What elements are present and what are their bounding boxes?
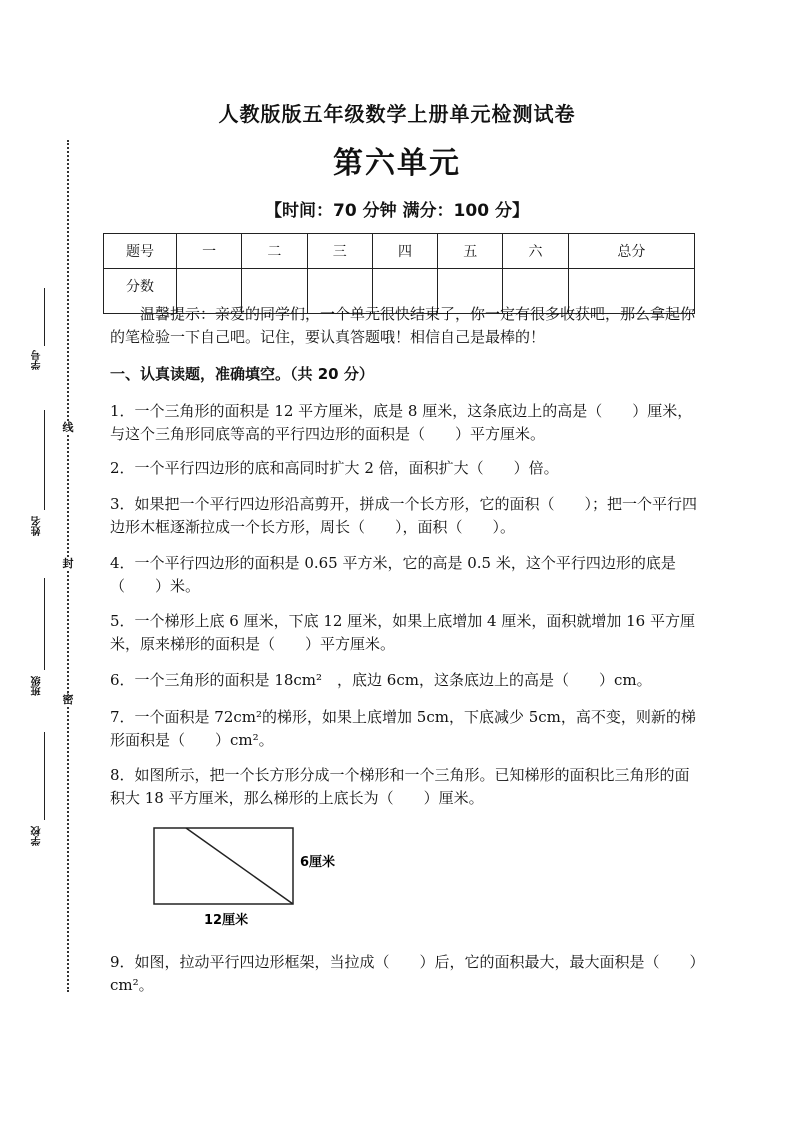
score-row-label: 分数 (104, 269, 177, 314)
score-header-cell: 三 (307, 234, 372, 269)
question-8-figure (152, 826, 352, 928)
score-header-cell: 总分 (568, 234, 694, 269)
binding-word-feng: 封 (62, 557, 74, 570)
score-header-cell: 四 (372, 234, 437, 269)
unit-title: 第六单元 (333, 146, 461, 181)
binding-word-xian: 线 (62, 421, 74, 434)
score-table-header-row (104, 234, 695, 269)
student-number-field[interactable] (30, 288, 46, 368)
figure-rectangle (154, 828, 293, 904)
student-number-label: 学号 (32, 350, 43, 370)
class-field[interactable] (30, 578, 46, 700)
question-1: 1．一个三角形的面积是 12 平方厘米，底是 8 厘米，这条底边上的高是（ ）厘米，与这个三角形同底等高的平行四边形的面积是（ ）平方厘米。 (110, 402, 693, 443)
figure-diagonal-line (186, 828, 293, 904)
series-title: 人教版版五年级数学上册单元检测试卷 (218, 102, 576, 126)
question-9: 9．如图，拉动平行四边形框架，当拉成（ ）后，它的面积最大，最大面积是（ ）cm²。 (110, 953, 698, 994)
question-4: 4．一个平行四边形的面积是 0.65 平方米，它的高是 0.5 米，这个平行四边形的底是（ ）米。 (110, 554, 676, 595)
score-header-cell: 二 (242, 234, 307, 269)
tip-text: 温馨提示：亲爱的同学们，一个单元很快结束了，你一定有很多收获吧，那么拿起你的笔检验一下自己吧。记住，要认真答题哦！相信自己是最棒的！ (110, 305, 696, 346)
figure-height-label: 6厘米 (300, 855, 336, 870)
figure-base-label: 12厘米 (204, 913, 249, 928)
score-table (103, 233, 695, 314)
question-2: 2．一个平行四边形的底和高同时扩大 2 倍，面积扩大（ ）倍。 (110, 459, 559, 477)
question-3: 3．如果把一个平行四边形沿高剪开，拼成一个长方形，它的面积（ ）；把一个平行四边形木框逐渐拉成一个长方形，周长（ ），面积（ ）。 (110, 495, 698, 536)
student-name-label: 姓名 (32, 516, 43, 536)
section-1-title: 一、认真读题，准确填空。（共 20 分） (110, 365, 374, 383)
school-label: 学校 (32, 826, 43, 846)
score-header-cell: 一 (177, 234, 242, 269)
score-header-cell: 五 (438, 234, 503, 269)
score-header-cell: 六 (503, 234, 568, 269)
school-field[interactable] (30, 732, 46, 850)
score-header-cell: 题号 (104, 234, 177, 269)
binding-word-mi: 密 (62, 693, 74, 706)
question-7: 7．一个面积是 72cm²的梯形，如果上底增加 5cm，下底减少 5cm，高不变，则新的梯形面积是（ ）cm²。 (110, 708, 696, 749)
question-8: 8．如图所示，把一个长方形分成一个梯形和一个三角形。已知梯形的面积比三角形的面积大 18 平方厘米，那么梯形的上底长为（ ）厘米。 (110, 766, 690, 807)
class-label: 班级 (32, 676, 43, 696)
time-info: 【时间：70 分钟 满分：100 分】 (265, 201, 529, 221)
question-6: 6．一个三角形的面积是 18cm² ，底边 6cm，这条底边上的高是（ ）cm。 (110, 671, 652, 689)
student-name-field[interactable] (30, 410, 46, 540)
question-5: 5．一个梯形上底 6 厘米，下底 12 厘米，如果上底增加 4 厘米，面积就增加 16 平方厘米，原来梯形的面积是（ ）平方厘米。 (110, 612, 695, 653)
